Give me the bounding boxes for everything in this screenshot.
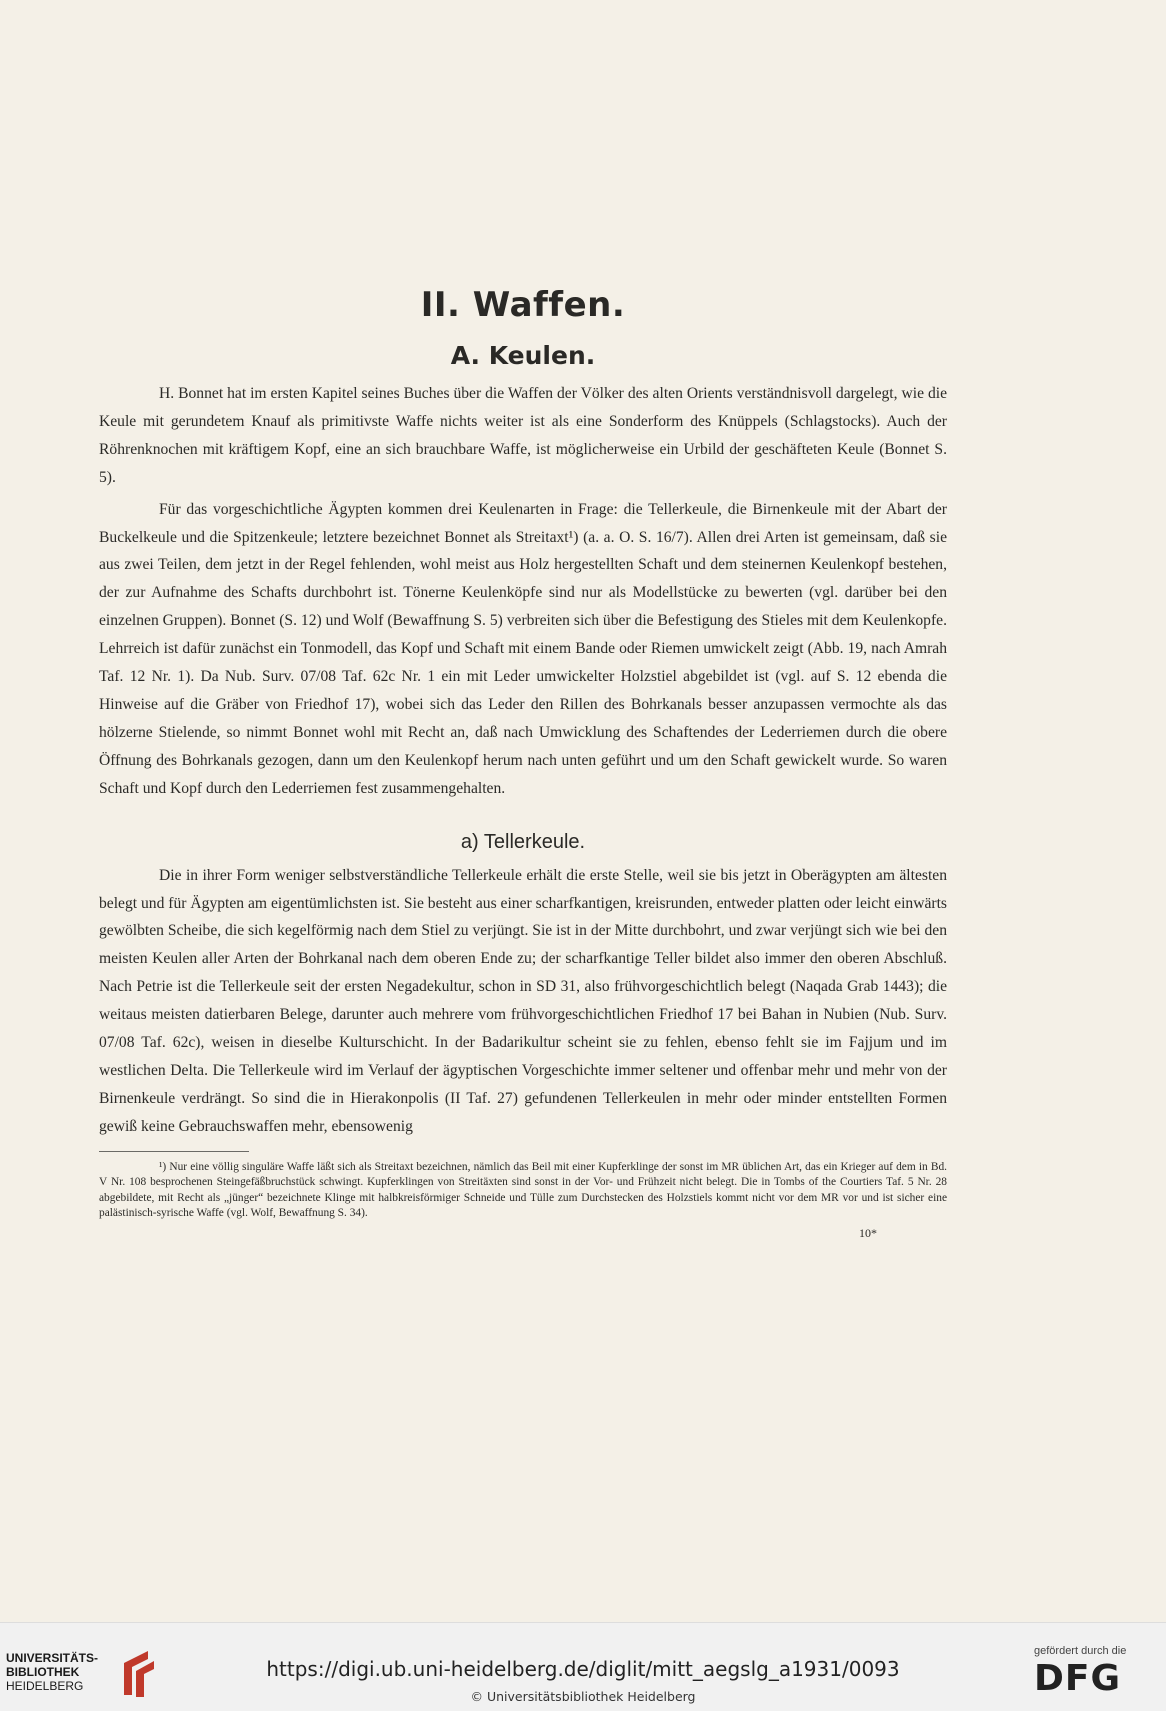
- library-name-line: HEIDELBERG: [6, 1679, 84, 1693]
- footnote: ¹) Nur eine völlig singuläre Waffe läßt sich als Streitaxt bezeichnen, nämlich das Beil mit einer Kupferklinge der sonst im MR üblichen Art, das ein Krieger auf dem in Bd. V Nr. 108 besprochenen Steingefäßbruchstück schwingt. Kupferklingen von Streitäxten sind sonst in der Vor- und Frühzeit nicht belegt. Die in Tombs of the Courtiers Taf. 5 Nr. 28 abgebildete, mit Recht als „jünger“ bezeichnete Klinge mit halbkreisförmiger Schneide und Tülle zum Durchstecken des Holzstiels kommt nicht vor dem MR vor und ist sicher eine palästinisch-syrische Waffe (vgl. Wolf, Bewaffnung S. 34).: [99, 1160, 947, 1220]
- document-url[interactable]: https://digi.ub.uni-heidelberg.de/diglit/mitt_aegslg_a1931/0093: [266, 1657, 900, 1681]
- chapter-title: II. Waffen.: [420, 285, 626, 325]
- dfg-logo[interactable]: [1034, 1645, 1162, 1697]
- viewer-footer: [0, 1622, 1166, 1711]
- paragraph: H. Bonnet hat im ersten Kapitel seines Buches über die Waffen der Völker des alten Orients verständnisvoll dargelegt, wie die Keule mit gerundetem Knauf als primitivste Waffe nichts weiter ist als eine Sonderform des Knüppels (Schlagstocks). Auch der Röhrenknochen mit kräftigem Kopf, eine an sich brauchbare Waffe, ist möglicherweise ein Urbild der geschäfteten Keule (Bonnet S. 5).: [99, 385, 947, 486]
- page-content: [99, 285, 947, 1241]
- paragraph: Die in ihrer Form weniger selbstverständliche Tellerkeule erhält die erste Stelle, weil sie bis jetzt in Oberägypten am ältesten belegt und für Ägypten am eigentümlichsten ist. Sie besteht aus einer scharfkantigen, kreisrunden, entweder platten oder leicht einwärts gewölbten Scheibe, die sich kegelförmig nach dem Stiel zu verjüngt. Sie ist in der Mitte durchbohrt, und zwar verjüngt sich wie bei den meisten Keulen aller Arten der Bohrkanal nach dem oberen Ende zu; der scharfkantige Teller bildet also immer den oberen Abschluß. Nach Petrie ist die Tellerkeule seit der ersten Negadekultur, schon in SD 31, also frühvorgeschichtlich belegt (Naqada Grab 1443); die weitaus meisten datierbaren Belege, darunter auch mehrere vom frühvorgeschichtlichen Friedhof 17 bei Bahan in Nubien (Nub. Surv. 07/08 Taf. 62c), weisen in dieselbe Kulturschicht. In der Badarikultur scheint sie zu fehlen, ebenso fehlt sie im Fajjum und im westlichen Delta. Die Tellerkeule wird im Verlauf der ägyptischen Vorgeschichte immer seltener und offenbar mehr und mehr von der Birnenkeule verdrängt. So sind die in Hierakonpolis (II Taf. 27) gefundenen Tellerkeulen in mehr oder minder entstellten Formen gewiß keine Gebrauchswaffen mehr, ebensowenig: [99, 866, 947, 1135]
- page-signature: 10*: [859, 1225, 877, 1240]
- paragraph: Für das vorgeschichtliche Ägypten kommen drei Keulenarten in Frage: die Tellerkeule, die Birnenkeule mit der Abart der Buckelkeule und die Spitzenkeule; letztere bezeichnet Bonnet als Streitaxt¹) (a. a. O. S. 16/7). Allen drei Arten ist gemeinsam, daß sie aus zwei Teilen, dem jetzt in der Regel fehlenden, wohl meist aus Holz hergestellten Schaft und dem steinernen Keulenkopf bestehen, der zur Aufnahme des Schafts durchbohrt ist. Tönerne Keulenköpfe sind nur als Modellstücke zu bewerten (vgl. darüber bei den einzelnen Gruppen). Bonnet (S. 12) und Wolf (Bewaffnung S. 5) verbreiten sich über die Befestigung des Stieles mit dem Keulenkopfe. Lehrreich ist dafür zunächst ein Tonmodell, das Kopf und Schaft mit einem Bande oder Riemen umwickelt zeigt (Abb. 19, nach Amrah Taf. 12 Nr. 1). Da Nub. Surv. 07/08 Taf. 62c Nr. 1 ein mit Leder umwickelter Holzstiel abgebildet ist (vgl. auf S. 12 ebenda die Hinweise auf die Gräber von Friedhof 17), wobei sich das Leder den Rillen des Bohrkanals besser anzupassen vermochte als das hölzerne Stielende, so nimmt Bonnet wohl mit Recht an, daß nach Umwicklung des Schaftendes der Lederriemen durch die obere Öffnung des Bohrkanals gezogen, dann um den Keulenkopf herum nach unten geführt und um den Schaft gewickelt wurde. So waren Schaft und Kopf durch den Lederriemen fest zusammengehalten.: [99, 500, 947, 797]
- library-name-line: UNIVERSITÄTS-: [6, 1651, 99, 1665]
- library-name-line: BIBLIOTHEK: [6, 1665, 80, 1679]
- copyright-notice: © Universitätsbibliothek Heidelberg: [470, 1689, 696, 1704]
- footnote-divider: [99, 1151, 249, 1152]
- subsection-title: a) Tellerkeule.: [460, 830, 586, 853]
- dfg-caption: gefördert durch die: [1034, 1645, 1127, 1657]
- dfg-logo-text: DFG: [1034, 1658, 1122, 1699]
- section-title: A. Keulen.: [450, 341, 596, 370]
